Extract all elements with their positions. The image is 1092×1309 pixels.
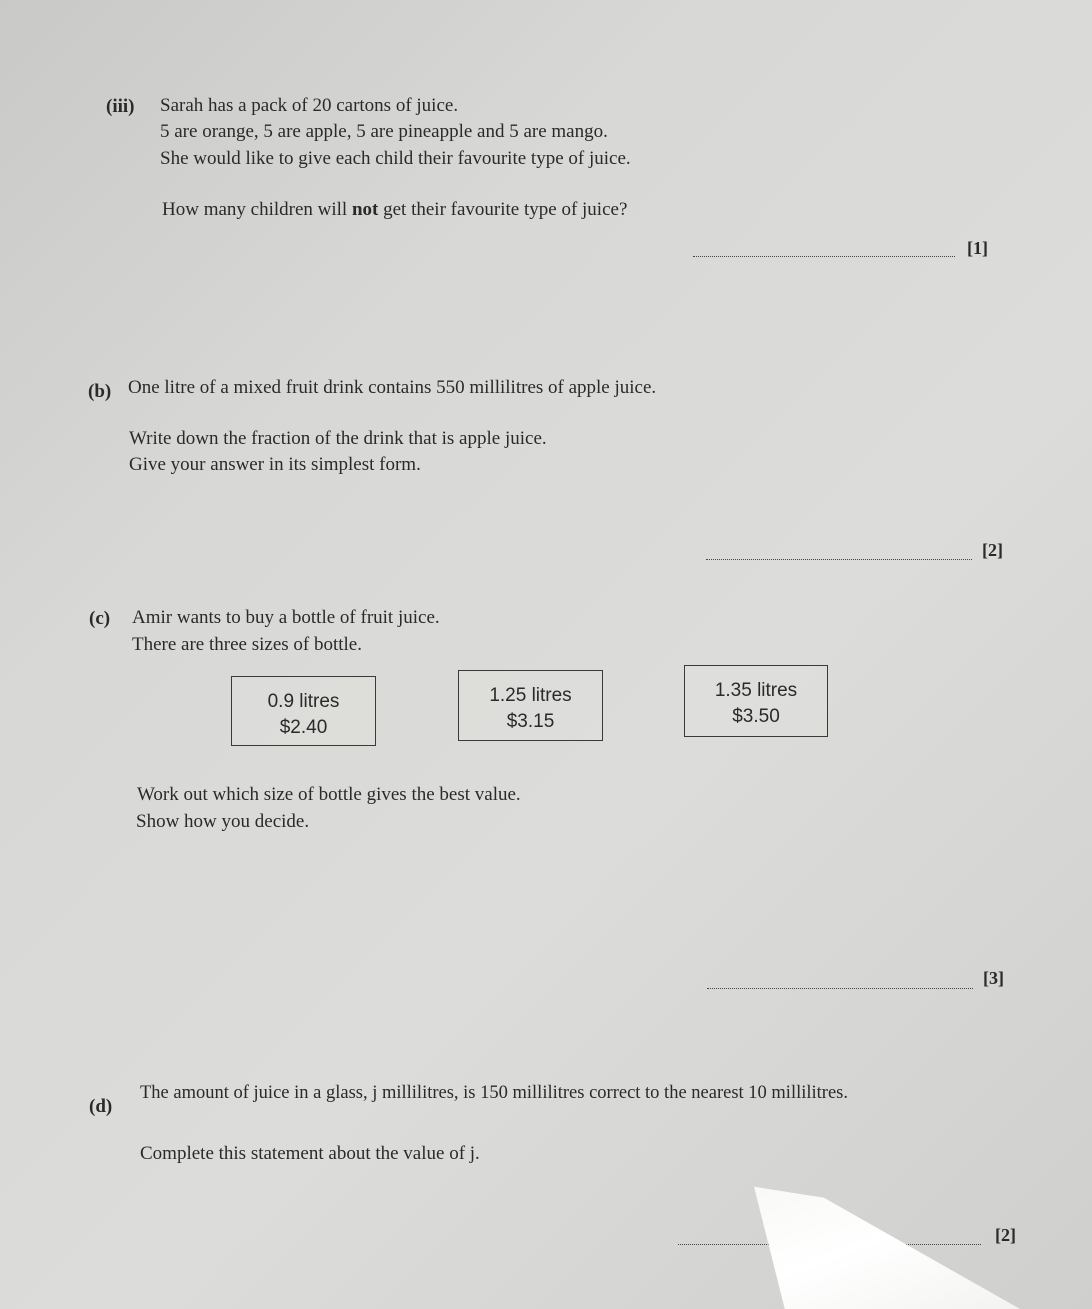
part-iii-line-3: She would like to give each child their favourite type of juice. [160,148,631,169]
part-c-line-4: Show how you decide. [136,811,310,832]
part-d-line-2: Complete this statement about the value of j. [140,1143,480,1164]
part-c-answer-line[interactable] [707,988,973,989]
part-b-line-1: One litre of a mixed fruit drink contains 550 millilitres of apple juice. [128,377,657,398]
part-c-line-2: There are three sizes of bottle. [132,634,362,655]
part-c-marks: [3] [983,968,1004,988]
bottle-price: $3.15 [506,711,555,732]
part-b-line-3: Give your answer in its simplest form. [129,454,421,475]
bottle-option-large [684,665,828,737]
part-c-line-3: Work out which size of bottle gives the best value. [137,784,521,805]
part-c-label: (c) [89,608,111,629]
question-text-post: get their favourite type of juice? [378,199,628,220]
part-c-line-1: Amir wants to buy a bottle of fruit juice. [132,607,440,628]
part-iii-marks: [1] [967,238,988,258]
bottle-size: 1.25 litres [489,685,572,706]
part-iii-label: (iii) [106,96,135,117]
part-d-line-1: The amount of juice in a glass, j millilitres, is 150 millilitres correct to the nearest 10 millilitres. [140,1083,848,1103]
question-text-pre: How many children will [162,199,352,220]
part-iii-line-1: Sarah has a pack of 20 cartons of juice. [160,95,459,116]
part-iii-question [162,196,627,223]
bottle-size: 1.35 litres [714,680,798,701]
part-b-line-2: Write down the fraction of the drink that is apple juice. [129,428,547,449]
bottle-price: $2.40 [279,717,328,738]
bottle-option-medium [458,670,603,741]
part-iii-answer-line[interactable] [693,256,955,257]
bottle-option-small [231,676,376,746]
part-iii-line-2: 5 are orange, 5 are apple, 5 are pineapple and 5 are mango. [160,121,608,142]
bottle-size: 0.9 litres [267,691,340,712]
light-glare [740,1170,1020,1309]
part-d-marks: [2] [995,1225,1016,1245]
part-b-label: (b) [88,381,112,402]
question-text-not: not [351,199,379,220]
bottle-price: $3.50 [732,706,780,727]
part-b-marks: [2] [982,540,1003,560]
part-d-label: (d) [89,1096,113,1117]
part-b-answer-line[interactable] [706,559,972,560]
